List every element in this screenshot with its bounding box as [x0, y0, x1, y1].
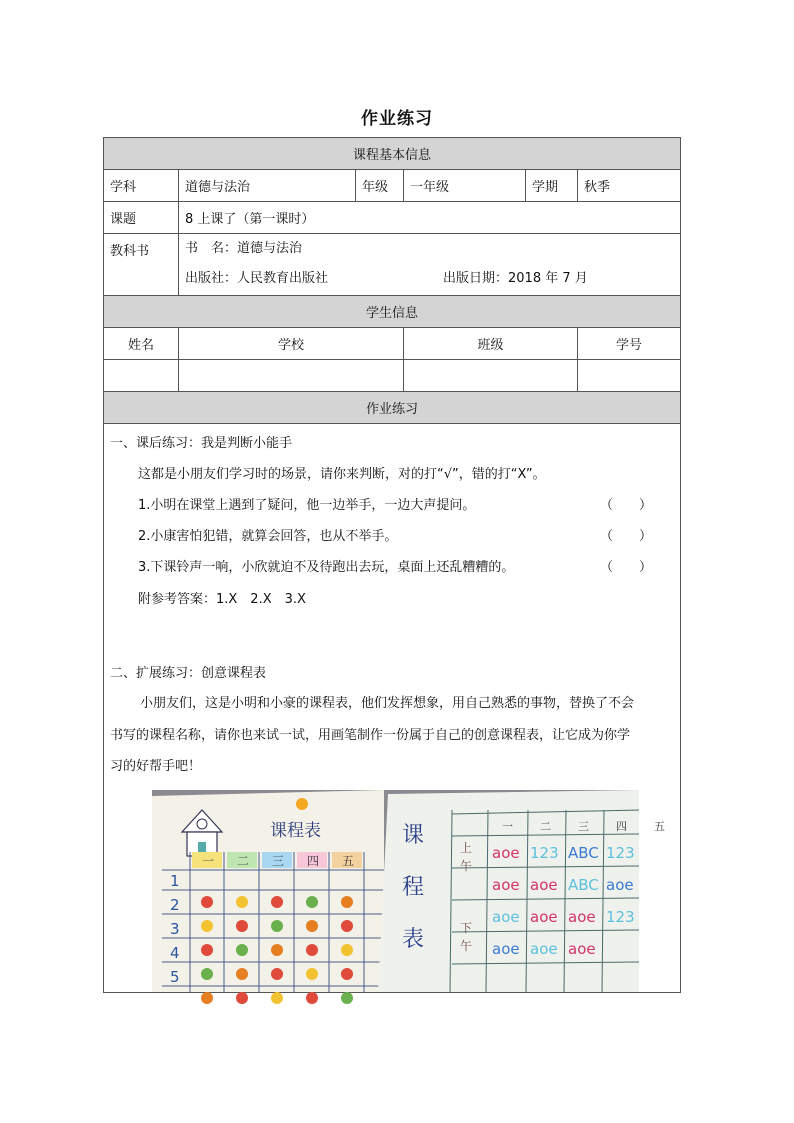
fruit-drawing: [271, 896, 283, 908]
morning-label: 上: [460, 841, 473, 855]
student-id-column-header: 学号: [578, 328, 681, 360]
part2-line-3: 习的好帮手吧！: [110, 759, 202, 774]
left-period-number: 1: [170, 872, 180, 890]
timetable-photo: [152, 790, 665, 992]
right-weekday-label: 五: [654, 820, 665, 833]
left-weekday-label: 二: [237, 854, 250, 868]
fruit-drawing: [236, 896, 248, 908]
fruit-drawing: [201, 896, 213, 908]
fruit-drawing: [236, 992, 248, 1004]
right-timetable-sheet: [378, 790, 665, 992]
timetable-cell: aoe: [492, 940, 520, 958]
part2-title: 二、扩展练习：创意课程表: [110, 666, 267, 681]
term-value: 秋季: [578, 170, 681, 202]
fruit-drawing: [201, 944, 213, 956]
course-info-header: 课程基本信息: [104, 138, 681, 170]
student-id-field[interactable]: [578, 360, 681, 392]
reference-answers: 附参考答案：1.X 2.X 3.X: [138, 592, 306, 607]
fruit-drawing: [201, 968, 213, 980]
right-weekday-label: 三: [578, 820, 589, 833]
publish-date: 出版日期：2018 年 7 月: [443, 271, 588, 286]
subject-label: 学科: [104, 170, 179, 202]
fruit-drawing: [306, 896, 318, 908]
left-timetable-sheet: [152, 790, 384, 1004]
homework-table: [103, 137, 681, 993]
left-period-number: 2: [170, 896, 180, 914]
timetable-cell: aoe: [530, 876, 558, 894]
left-weekday-label: 五: [342, 854, 355, 868]
textbook-label: 教科书: [104, 234, 179, 296]
answer-blank-3[interactable]: （ ）: [600, 560, 653, 575]
timetable-cell: 123: [530, 844, 559, 862]
part1-intro: 这都是小朋友们学习时的场景，请你来判断，对的打“√”，错的打“X”。: [138, 467, 546, 482]
left-timetable-title: 课程表: [270, 821, 321, 841]
name-column-header: 姓名: [104, 328, 179, 360]
question-3: 3.下课铃声一响，小欣就迫不及待跑出去玩，桌面上还乱糟糟的。: [138, 560, 515, 575]
fruit-drawing: [236, 944, 248, 956]
school-field[interactable]: [179, 360, 404, 392]
fruit-drawing: [341, 968, 353, 980]
left-period-number: 5: [170, 968, 180, 986]
afternoon-label: 午: [460, 939, 473, 953]
right-weekday-label: 一: [502, 820, 513, 833]
fruit-drawing: [306, 968, 318, 980]
sun-icon: [296, 798, 308, 810]
right-weekday-label: 二: [540, 820, 551, 833]
subject-value: 道德与法治: [179, 170, 356, 202]
right-title-char: 课: [402, 823, 425, 848]
right-weekday-label: 四: [616, 820, 627, 833]
fruit-drawing: [236, 920, 248, 932]
fruit-drawing: [306, 920, 318, 932]
timetable-cell: aoe: [492, 876, 520, 894]
left-period-number: 3: [170, 920, 180, 938]
homework-content: [104, 424, 681, 993]
fruit-drawing: [341, 992, 353, 1004]
left-weekday-label: 三: [272, 854, 285, 868]
timetable-cell: ABC: [568, 844, 599, 862]
publisher: 出版社：人民教育出版社: [185, 271, 329, 286]
fruit-drawing: [271, 944, 283, 956]
left-period-number: 4: [170, 944, 180, 962]
timetable-cell: aoe: [492, 908, 520, 926]
timetable-cell: 123: [606, 908, 635, 926]
part2-line-1: 小朋友们，这是小明和小豪的课程表，他们发挥想象，用自己熟悉的事物，替换了不会: [140, 696, 635, 711]
fruit-drawing: [271, 992, 283, 1004]
topic-value: 8 上课了（第一课时）: [179, 202, 681, 234]
timetable-cell: aoe: [606, 876, 634, 894]
afternoon-label: 下: [460, 921, 473, 935]
topic-label: 课题: [104, 202, 179, 234]
term-label: 学期: [526, 170, 578, 202]
fruit-drawing: [201, 920, 213, 932]
grade-label: 年级: [356, 170, 404, 202]
question-1: 1.小明在课堂上遇到了疑问，他一边举手，一边大声提问。: [138, 498, 476, 513]
timetable-cell: aoe: [568, 940, 596, 958]
timetable-cell: aoe: [530, 940, 558, 958]
timetable-cell: 123: [606, 844, 635, 862]
fruit-drawing: [306, 992, 318, 1004]
book-name: 书 名：道德与法治: [185, 241, 303, 256]
timetable-cell: aoe: [492, 844, 520, 862]
fruit-drawing: [271, 968, 283, 980]
grade-value: 一年级: [404, 170, 526, 202]
right-title-char: 程: [402, 875, 425, 900]
page-title: 作业练习: [361, 109, 433, 129]
fruit-drawing: [341, 920, 353, 932]
textbook-info: [179, 234, 681, 296]
class-column-header: 班级: [404, 328, 578, 360]
right-title-char: 表: [402, 927, 425, 952]
fruit-drawing: [236, 968, 248, 980]
fruit-drawing: [341, 944, 353, 956]
fruit-drawing: [271, 920, 283, 932]
timetable-cell: aoe: [568, 908, 596, 926]
part1-title: 一、课后练习：我是判断小能手: [110, 436, 293, 451]
timetable-cell: aoe: [530, 908, 558, 926]
left-weekday-label: 一: [202, 854, 215, 868]
answer-blank-2[interactable]: （ ）: [600, 529, 653, 544]
answer-blank-1[interactable]: （ ）: [600, 498, 653, 513]
name-field[interactable]: [104, 360, 179, 392]
student-info-header: 学生信息: [104, 296, 681, 328]
fruit-drawing: [341, 896, 353, 908]
question-2: 2.小康害怕犯错，就算会回答，也从不举手。: [138, 529, 398, 544]
fruit-drawing: [201, 992, 213, 1004]
morning-label: 午: [460, 859, 473, 873]
part2-line-2: 书写的课程名称，请你也来试一试，用画笔制作一份属于自己的创意课程表，让它成为你学: [110, 728, 631, 743]
class-field[interactable]: [404, 360, 578, 392]
left-weekday-label: 四: [307, 854, 320, 868]
homework-header: 作业练习: [104, 392, 681, 424]
school-column-header: 学校: [179, 328, 404, 360]
fruit-drawing: [306, 944, 318, 956]
timetable-cell: ABC: [568, 876, 599, 894]
